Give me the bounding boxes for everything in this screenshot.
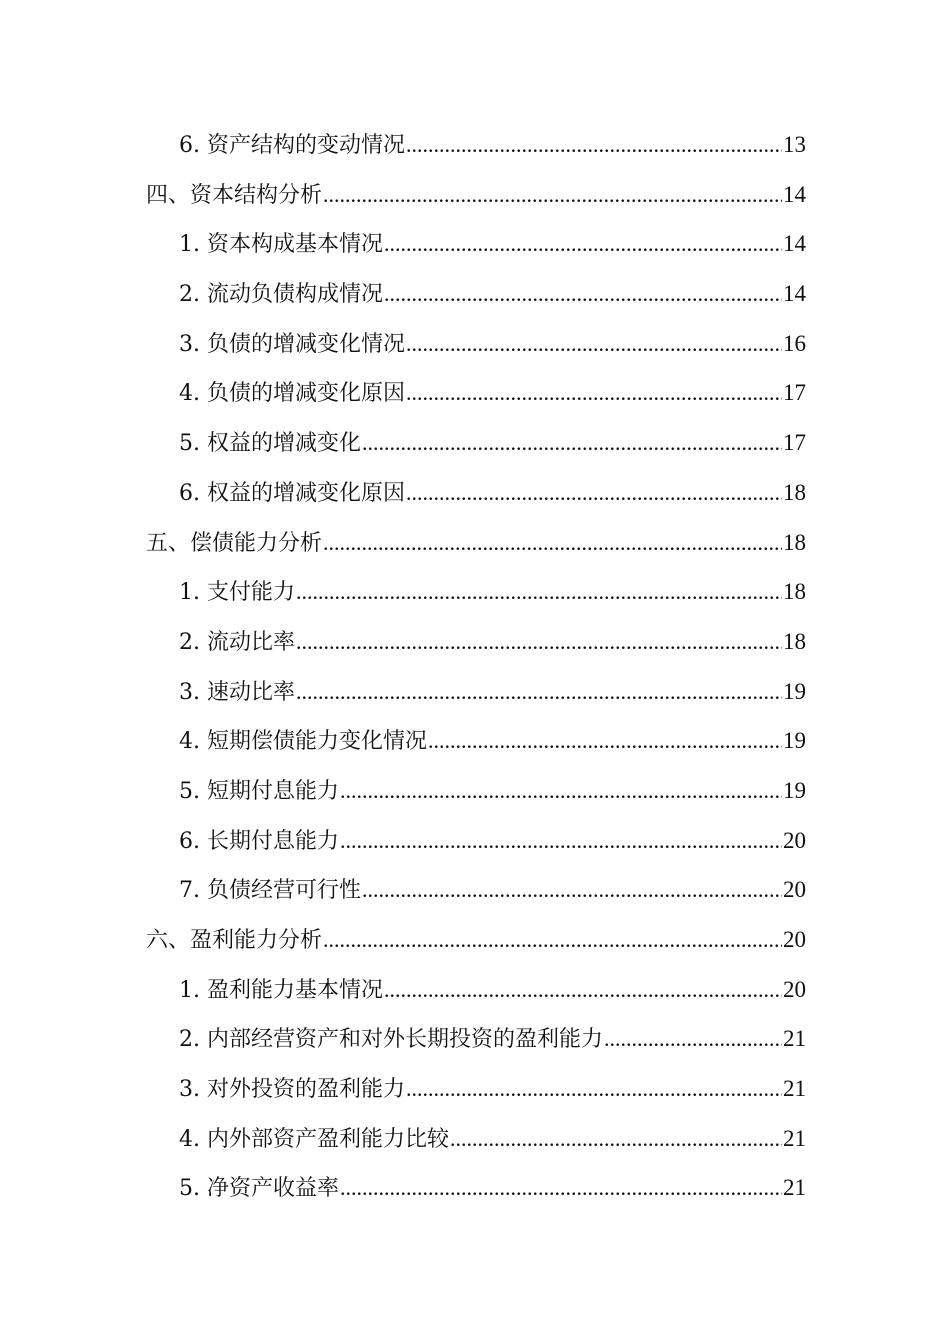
toc-subsection-entry[interactable] <box>146 973 806 1023</box>
toc-page-number: 14 <box>783 181 806 207</box>
toc-page-number: 16 <box>783 330 806 356</box>
toc-subsection-entry[interactable] <box>146 774 806 824</box>
toc-page-number: 14 <box>783 281 806 307</box>
toc-dot-leader <box>384 281 782 307</box>
toc-dot-leader <box>384 231 782 257</box>
toc-subsection-entry[interactable] <box>146 1171 806 1221</box>
toc-dot-leader <box>384 977 782 1003</box>
toc-dot-leader <box>340 778 782 804</box>
toc-dot-leader <box>428 728 782 754</box>
toc-page-number: 18 <box>783 529 806 555</box>
toc-subsection-entry[interactable] <box>146 724 806 774</box>
toc-entry-title: 2. 流动负债构成情况 <box>179 282 383 308</box>
toc-entry-title: 1. 资本构成基本情况 <box>179 232 383 258</box>
toc-page-number: 21 <box>783 1175 806 1201</box>
toc-subsection-entry[interactable] <box>146 227 806 277</box>
toc-subsection-entry[interactable] <box>146 625 806 675</box>
toc-entry-title: 6. 资产结构的变动情况 <box>179 133 405 158</box>
toc-entry-title: 5. 权益的增减变化 <box>179 431 361 457</box>
toc-subsection-entry[interactable] <box>146 128 806 178</box>
toc-dot-leader <box>450 1126 782 1152</box>
toc-dot-leader <box>340 1175 782 1201</box>
toc-entry-title: 3. 负债的增减变化情况 <box>179 331 405 357</box>
toc-subsection-entry[interactable] <box>146 824 806 874</box>
toc-entry-title: 6. 权益的增减变化原因 <box>179 480 405 506</box>
toc-dot-leader <box>406 480 782 506</box>
toc-subsection-entry[interactable] <box>146 376 806 426</box>
toc-page-number: 21 <box>783 1026 806 1052</box>
toc-entry-title: 2. 流动比率 <box>179 629 295 655</box>
toc-subsection-entry[interactable] <box>146 575 806 625</box>
toc-entry-title: 2. 内部经营资产和对外长期投资的盈利能力 <box>179 1027 603 1053</box>
toc-page-number: 18 <box>783 479 806 505</box>
toc-dot-leader <box>406 1076 782 1102</box>
toc-entry-title: 3. 对外投资的盈利能力 <box>179 1077 405 1103</box>
toc-entry-title: 4. 短期偿债能力变化情况 <box>179 729 427 755</box>
toc-page-number: 19 <box>783 777 806 803</box>
toc-section-entry[interactable] <box>146 526 806 576</box>
toc-page-number: 19 <box>783 678 806 704</box>
toc-entry-title: 1. 盈利能力基本情况 <box>179 977 383 1003</box>
toc-dot-leader <box>296 629 782 655</box>
toc-page-number: 19 <box>783 728 806 754</box>
toc-entry-title: 5. 短期付息能力 <box>179 778 339 804</box>
toc-dot-leader <box>296 679 782 705</box>
toc-page-number: 13 <box>783 132 806 157</box>
toc-page-number: 18 <box>783 579 806 605</box>
toc-entry-title: 5. 净资产收益率 <box>179 1176 339 1202</box>
toc-subsection-entry[interactable] <box>146 1072 806 1122</box>
toc-entry-title: 四、资本结构分析 <box>146 182 323 208</box>
toc-dot-leader <box>362 430 782 456</box>
toc-dot-leader <box>406 132 782 158</box>
toc-entry-title: 7. 负债经营可行性 <box>179 878 361 904</box>
toc-page-number: 14 <box>783 231 806 257</box>
toc-entry-title: 五、偿债能力分析 <box>146 530 323 556</box>
toc-dot-leader <box>406 331 782 357</box>
toc-subsection-entry[interactable] <box>146 327 806 377</box>
toc-subsection-entry[interactable] <box>146 675 806 725</box>
toc-entry-title: 六、盈利能力分析 <box>146 928 323 953</box>
toc-page-number: 20 <box>783 877 806 903</box>
toc-entry-title: 3. 速动比率 <box>179 679 295 705</box>
toc-page-number: 17 <box>783 380 806 406</box>
toc-dot-leader <box>323 927 782 953</box>
toc-page-number: 20 <box>783 976 806 1002</box>
toc-entry-title: 1. 支付能力 <box>179 580 295 606</box>
toc-dot-leader <box>323 530 782 556</box>
toc-subsection-entry[interactable] <box>146 1122 806 1172</box>
toc-section-entry[interactable] <box>146 923 806 973</box>
toc-dot-leader <box>340 828 782 854</box>
toc-subsection-entry[interactable] <box>146 873 806 923</box>
toc-dot-leader <box>323 182 782 208</box>
toc-subsection-entry[interactable] <box>146 277 806 327</box>
toc-page-number: 20 <box>783 827 806 853</box>
toc-dot-leader <box>406 380 782 406</box>
toc-subsection-entry[interactable] <box>146 1022 806 1072</box>
toc-subsection-entry[interactable] <box>146 426 806 476</box>
toc-dot-leader <box>296 579 782 605</box>
toc-page-number: 21 <box>783 1076 806 1102</box>
toc-page-number: 17 <box>783 430 806 456</box>
toc-entry-title: 4. 负债的增减变化原因 <box>179 381 405 407</box>
toc-page-number: 21 <box>783 1125 806 1151</box>
toc-subsection-entry[interactable] <box>146 476 806 526</box>
toc-page-number: 20 <box>783 927 806 952</box>
toc-page-number: 18 <box>783 628 806 654</box>
toc-dot-leader <box>362 877 782 903</box>
table-of-contents <box>146 128 806 1221</box>
toc-entry-title: 4. 内外部资产盈利能力比较 <box>179 1126 449 1152</box>
toc-section-entry[interactable] <box>146 178 806 228</box>
toc-entry-title: 6. 长期付息能力 <box>179 828 339 854</box>
toc-dot-leader <box>604 1026 782 1052</box>
